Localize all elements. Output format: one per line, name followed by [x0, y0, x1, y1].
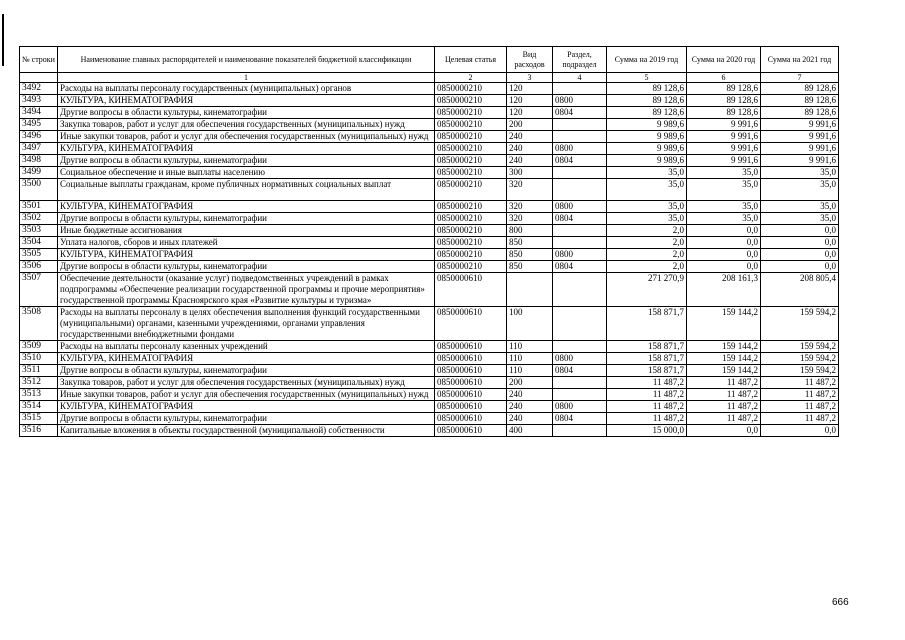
sum-2019-cell: 158 871,7	[607, 307, 687, 341]
column-number: 1	[58, 73, 435, 83]
table-row	[20, 201, 839, 213]
section-cell: 0800	[553, 201, 607, 213]
sum-2020-cell: 11 487,2	[687, 389, 761, 401]
row-number-cell: 3504	[20, 237, 58, 249]
column-number-row	[20, 73, 839, 83]
sum-2020-cell: 0,0	[687, 261, 761, 273]
sum-2019-cell: 9 989,6	[607, 143, 687, 155]
name-cell: Другие вопросы в области культуры, кинематографии	[58, 155, 435, 167]
expense-type-cell: 320	[507, 179, 553, 201]
sum-2020-cell: 11 487,2	[687, 377, 761, 389]
header-expense-type: Вид расходов	[507, 47, 553, 73]
section-cell: 0800	[553, 95, 607, 107]
table-row	[20, 413, 839, 425]
section-cell	[553, 131, 607, 143]
sum-2020-cell: 208 161,3	[687, 273, 761, 307]
table-row	[20, 401, 839, 413]
expense-type-cell: 240	[507, 413, 553, 425]
table-row	[20, 377, 839, 389]
table-header-row	[20, 47, 839, 73]
row-number-cell: 3494	[20, 107, 58, 119]
expense-type-cell: 800	[507, 225, 553, 237]
sum-2019-cell: 89 128,6	[607, 83, 687, 95]
row-number-cell: 3499	[20, 167, 58, 179]
column-number: 6	[687, 73, 761, 83]
row-number-cell: 3493	[20, 95, 58, 107]
sum-2019-cell: 35,0	[607, 179, 687, 201]
row-number-cell: 3496	[20, 131, 58, 143]
sum-2021-cell: 159 594,2	[761, 365, 839, 377]
name-cell: Другие вопросы в области культуры, кинематографии	[58, 261, 435, 273]
sum-2019-cell: 158 871,7	[607, 353, 687, 365]
section-cell	[553, 341, 607, 353]
name-cell: Социальное обеспечение и иные выплаты населению	[58, 167, 435, 179]
budget-table	[19, 46, 839, 437]
expense-type-cell: 200	[507, 377, 553, 389]
sum-2020-cell: 11 487,2	[687, 413, 761, 425]
sum-2019-cell: 11 487,2	[607, 389, 687, 401]
row-number-cell: 3500	[20, 179, 58, 201]
table-row	[20, 83, 839, 95]
name-cell: Закупка товаров, работ и услуг для обеспечения государственных (муниципальных) нужд	[58, 119, 435, 131]
sum-2021-cell: 0,0	[761, 225, 839, 237]
section-cell	[553, 237, 607, 249]
section-cell	[553, 119, 607, 131]
section-cell	[553, 425, 607, 437]
target-article-cell: 0850000610	[435, 365, 507, 377]
row-number-cell: 3502	[20, 213, 58, 225]
sum-2019-cell: 35,0	[607, 201, 687, 213]
sum-2019-cell: 158 871,7	[607, 365, 687, 377]
target-article-cell: 0850000610	[435, 377, 507, 389]
section-cell: 0804	[553, 213, 607, 225]
target-article-cell: 0850000210	[435, 261, 507, 273]
table-row	[20, 179, 839, 201]
table-row	[20, 249, 839, 261]
table-row	[20, 353, 839, 365]
sum-2020-cell: 159 144,2	[687, 341, 761, 353]
row-number-cell: 3508	[20, 307, 58, 341]
target-article-cell: 0850000210	[435, 179, 507, 201]
sum-2021-cell: 159 594,2	[761, 307, 839, 341]
expense-type-cell: 240	[507, 131, 553, 143]
sum-2021-cell: 208 805,4	[761, 273, 839, 307]
expense-type-cell: 110	[507, 365, 553, 377]
sum-2020-cell: 0,0	[687, 249, 761, 261]
scan-edge-mark	[2, 14, 4, 66]
sum-2021-cell: 35,0	[761, 167, 839, 179]
target-article-cell: 0850000210	[435, 119, 507, 131]
sum-2019-cell: 2,0	[607, 225, 687, 237]
sum-2020-cell: 9 991,6	[687, 143, 761, 155]
name-cell: КУЛЬТУРА, КИНЕМАТОГРАФИЯ	[58, 249, 435, 261]
sum-2019-cell: 9 989,6	[607, 155, 687, 167]
sum-2020-cell: 159 144,2	[687, 307, 761, 341]
target-article-cell: 0850000610	[435, 341, 507, 353]
sum-2020-cell: 0,0	[687, 225, 761, 237]
expense-type-cell: 240	[507, 389, 553, 401]
header-section: Раздел, подраздел	[553, 47, 607, 73]
section-cell	[553, 377, 607, 389]
table-row	[20, 95, 839, 107]
section-cell	[553, 167, 607, 179]
sum-2019-cell: 158 871,7	[607, 341, 687, 353]
row-number-cell: 3509	[20, 341, 58, 353]
sum-2020-cell: 0,0	[687, 425, 761, 437]
sum-2021-cell: 89 128,6	[761, 83, 839, 95]
section-cell: 0804	[553, 413, 607, 425]
name-cell: Расходы на выплаты персоналу государственных (муниципальных) органов	[58, 83, 435, 95]
sum-2020-cell: 9 991,6	[687, 131, 761, 143]
expense-type-cell: 110	[507, 341, 553, 353]
expense-type-cell: 120	[507, 107, 553, 119]
expense-type-cell: 400	[507, 425, 553, 437]
sum-2019-cell: 89 128,6	[607, 107, 687, 119]
sum-2019-cell: 9 989,6	[607, 119, 687, 131]
row-number-cell: 3516	[20, 425, 58, 437]
name-cell: КУЛЬТУРА, КИНЕМАТОГРАФИЯ	[58, 95, 435, 107]
row-number-cell: 3506	[20, 261, 58, 273]
target-article-cell: 0850000210	[435, 237, 507, 249]
expense-type-cell: 100	[507, 307, 553, 341]
sum-2021-cell: 35,0	[761, 179, 839, 201]
section-cell	[553, 307, 607, 341]
table-row	[20, 107, 839, 119]
sum-2019-cell: 11 487,2	[607, 401, 687, 413]
name-cell: КУЛЬТУРА, КИНЕМАТОГРАФИЯ	[58, 201, 435, 213]
sum-2021-cell: 9 991,6	[761, 143, 839, 155]
row-number-cell: 3497	[20, 143, 58, 155]
sum-2019-cell: 9 989,6	[607, 131, 687, 143]
target-article-cell: 0850000210	[435, 95, 507, 107]
sum-2021-cell: 11 487,2	[761, 401, 839, 413]
sum-2019-cell: 2,0	[607, 249, 687, 261]
name-cell: КУЛЬТУРА, КИНЕМАТОГРАФИЯ	[58, 143, 435, 155]
sum-2020-cell: 9 991,6	[687, 119, 761, 131]
table-row	[20, 273, 839, 307]
sum-2020-cell: 89 128,6	[687, 83, 761, 95]
table-row	[20, 389, 839, 401]
column-number: 3	[507, 73, 553, 83]
name-cell: Иные закупки товаров, работ и услуг для обеспечения государственных (муниципальных) нужд	[58, 389, 435, 401]
column-number: 2	[435, 73, 507, 83]
sum-2019-cell: 15 000,0	[607, 425, 687, 437]
sum-2021-cell: 9 991,6	[761, 131, 839, 143]
header-sum-2021: Сумма на 2021 год	[761, 47, 839, 73]
name-cell: КУЛЬТУРА, КИНЕМАТОГРАФИЯ	[58, 401, 435, 413]
sum-2019-cell: 35,0	[607, 167, 687, 179]
header-row-number: № строки	[20, 47, 58, 73]
section-cell	[553, 179, 607, 201]
section-cell	[553, 83, 607, 95]
table-row	[20, 225, 839, 237]
section-cell	[553, 389, 607, 401]
target-article-cell: 0850000210	[435, 213, 507, 225]
table-row	[20, 131, 839, 143]
row-number-cell: 3513	[20, 389, 58, 401]
table-row	[20, 155, 839, 167]
row-number-cell: 3510	[20, 353, 58, 365]
row-number-cell: 3501	[20, 201, 58, 213]
name-cell: Иные бюджетные ассигнования	[58, 225, 435, 237]
target-article-cell: 0850000610	[435, 401, 507, 413]
target-article-cell: 0850000210	[435, 201, 507, 213]
name-cell: Уплата налогов, сборов и иных платежей	[58, 237, 435, 249]
target-article-cell: 0850000210	[435, 143, 507, 155]
name-cell: Расходы на выплаты персоналу казенных учреждений	[58, 341, 435, 353]
expense-type-cell: 110	[507, 353, 553, 365]
sum-2021-cell: 0,0	[761, 237, 839, 249]
row-number-cell: 3505	[20, 249, 58, 261]
page-number: 666	[832, 597, 849, 608]
table-row	[20, 143, 839, 155]
sum-2020-cell: 9 991,6	[687, 155, 761, 167]
row-number-cell: 3498	[20, 155, 58, 167]
section-cell	[553, 225, 607, 237]
target-article-cell: 0850000210	[435, 131, 507, 143]
sum-2021-cell: 159 594,2	[761, 341, 839, 353]
target-article-cell: 0850000210	[435, 249, 507, 261]
expense-type-cell: 240	[507, 143, 553, 155]
name-cell: Другие вопросы в области культуры, кинематографии	[58, 213, 435, 225]
table-row	[20, 237, 839, 249]
row-number-cell: 3511	[20, 365, 58, 377]
column-number: 5	[607, 73, 687, 83]
section-cell: 0804	[553, 365, 607, 377]
target-article-cell: 0850000610	[435, 413, 507, 425]
sum-2021-cell: 89 128,6	[761, 107, 839, 119]
table-row	[20, 261, 839, 273]
table-row	[20, 425, 839, 437]
name-cell: Обеспечение деятельности (оказание услуг) подведомственных учреждений в рамках подпрограммы «Обеспечение реализации государственной программы и прочие мероприятия» государственной программы Красноярского края «Развитие культуры и туризма»	[58, 273, 435, 307]
sum-2020-cell: 0,0	[687, 237, 761, 249]
sum-2019-cell: 2,0	[607, 261, 687, 273]
header-sum-2019: Сумма на 2019 год	[607, 47, 687, 73]
row-number-cell: 3514	[20, 401, 58, 413]
target-article-cell: 0850000610	[435, 389, 507, 401]
sum-2021-cell: 0,0	[761, 261, 839, 273]
expense-type-cell	[507, 273, 553, 307]
target-article-cell: 0850000210	[435, 107, 507, 119]
table-row	[20, 307, 839, 341]
expense-type-cell: 300	[507, 167, 553, 179]
sum-2019-cell: 11 487,2	[607, 377, 687, 389]
expense-type-cell: 850	[507, 237, 553, 249]
table-row	[20, 365, 839, 377]
header-name: Наименование главных распорядителей и наименование показателей бюджетной классификации	[58, 47, 435, 73]
expense-type-cell: 320	[507, 213, 553, 225]
target-article-cell: 0850000210	[435, 225, 507, 237]
target-article-cell: 0850000210	[435, 83, 507, 95]
row-number-cell: 3512	[20, 377, 58, 389]
expense-type-cell: 120	[507, 95, 553, 107]
target-article-cell: 0850000210	[435, 155, 507, 167]
sum-2021-cell: 0,0	[761, 425, 839, 437]
sum-2019-cell: 271 270,9	[607, 273, 687, 307]
table-row	[20, 341, 839, 353]
expense-type-cell: 200	[507, 119, 553, 131]
sum-2019-cell: 89 128,6	[607, 95, 687, 107]
section-cell: 0804	[553, 107, 607, 119]
row-number-cell: 3503	[20, 225, 58, 237]
name-cell: Другие вопросы в области культуры, кинематографии	[58, 365, 435, 377]
sum-2021-cell: 159 594,2	[761, 353, 839, 365]
sum-2019-cell: 2,0	[607, 237, 687, 249]
expense-type-cell: 850	[507, 249, 553, 261]
column-number: 7	[761, 73, 839, 83]
sum-2020-cell: 35,0	[687, 179, 761, 201]
sum-2021-cell: 0,0	[761, 249, 839, 261]
sum-2020-cell: 159 144,2	[687, 365, 761, 377]
name-cell: КУЛЬТУРА, КИНЕМАТОГРАФИЯ	[58, 353, 435, 365]
name-cell: Другие вопросы в области культуры, кинематографии	[58, 413, 435, 425]
sum-2019-cell: 35,0	[607, 213, 687, 225]
sum-2020-cell: 35,0	[687, 167, 761, 179]
section-cell: 0804	[553, 155, 607, 167]
row-number-cell: 3507	[20, 273, 58, 307]
name-cell: Другие вопросы в области культуры, кинематографии	[58, 107, 435, 119]
header-sum-2020: Сумма на 2020 год	[687, 47, 761, 73]
column-number: 4	[553, 73, 607, 83]
table-row	[20, 167, 839, 179]
table-row	[20, 213, 839, 225]
section-cell: 0800	[553, 353, 607, 365]
name-cell: Капитальные вложения в объекты государственной (муниципальной) собственности	[58, 425, 435, 437]
sum-2020-cell: 35,0	[687, 213, 761, 225]
target-article-cell: 0850000210	[435, 167, 507, 179]
target-article-cell: 0850000610	[435, 353, 507, 365]
sum-2020-cell: 11 487,2	[687, 401, 761, 413]
target-article-cell: 0850000610	[435, 307, 507, 341]
expense-type-cell: 120	[507, 83, 553, 95]
table-row	[20, 119, 839, 131]
header-target-article: Целевая статья	[435, 47, 507, 73]
section-cell	[553, 273, 607, 307]
table-body	[20, 83, 839, 437]
section-cell: 0800	[553, 401, 607, 413]
sum-2019-cell: 11 487,2	[607, 413, 687, 425]
section-cell: 0804	[553, 261, 607, 273]
sum-2021-cell: 9 991,6	[761, 155, 839, 167]
row-number-cell: 3492	[20, 83, 58, 95]
name-cell: Закупка товаров, работ и услуг для обеспечения государственных (муниципальных) нужд	[58, 377, 435, 389]
section-cell: 0800	[553, 249, 607, 261]
column-number	[20, 73, 58, 83]
row-number-cell: 3495	[20, 119, 58, 131]
sum-2021-cell: 11 487,2	[761, 377, 839, 389]
expense-type-cell: 320	[507, 201, 553, 213]
sum-2021-cell: 11 487,2	[761, 413, 839, 425]
expense-type-cell: 240	[507, 155, 553, 167]
sum-2020-cell: 35,0	[687, 201, 761, 213]
target-article-cell: 0850000610	[435, 425, 507, 437]
sum-2021-cell: 9 991,6	[761, 119, 839, 131]
sum-2021-cell: 11 487,2	[761, 389, 839, 401]
name-cell: Социальные выплаты гражданам, кроме публичных нормативных социальных выплат	[58, 179, 435, 201]
sum-2021-cell: 89 128,6	[761, 95, 839, 107]
sum-2020-cell: 89 128,6	[687, 95, 761, 107]
name-cell: Расходы на выплаты персоналу в целях обеспечения выполнения функций государственными (муниципальными) органами, казенными учреждениями, органами управления государственными внебюджетными фондами	[58, 307, 435, 341]
section-cell: 0800	[553, 143, 607, 155]
sum-2021-cell: 35,0	[761, 201, 839, 213]
target-article-cell: 0850000610	[435, 273, 507, 307]
expense-type-cell: 850	[507, 261, 553, 273]
expense-type-cell: 240	[507, 401, 553, 413]
name-cell: Иные закупки товаров, работ и услуг для обеспечения государственных (муниципальных) нужд	[58, 131, 435, 143]
sum-2020-cell: 159 144,2	[687, 353, 761, 365]
sum-2020-cell: 89 128,6	[687, 107, 761, 119]
row-number-cell: 3515	[20, 413, 58, 425]
sum-2021-cell: 35,0	[761, 213, 839, 225]
